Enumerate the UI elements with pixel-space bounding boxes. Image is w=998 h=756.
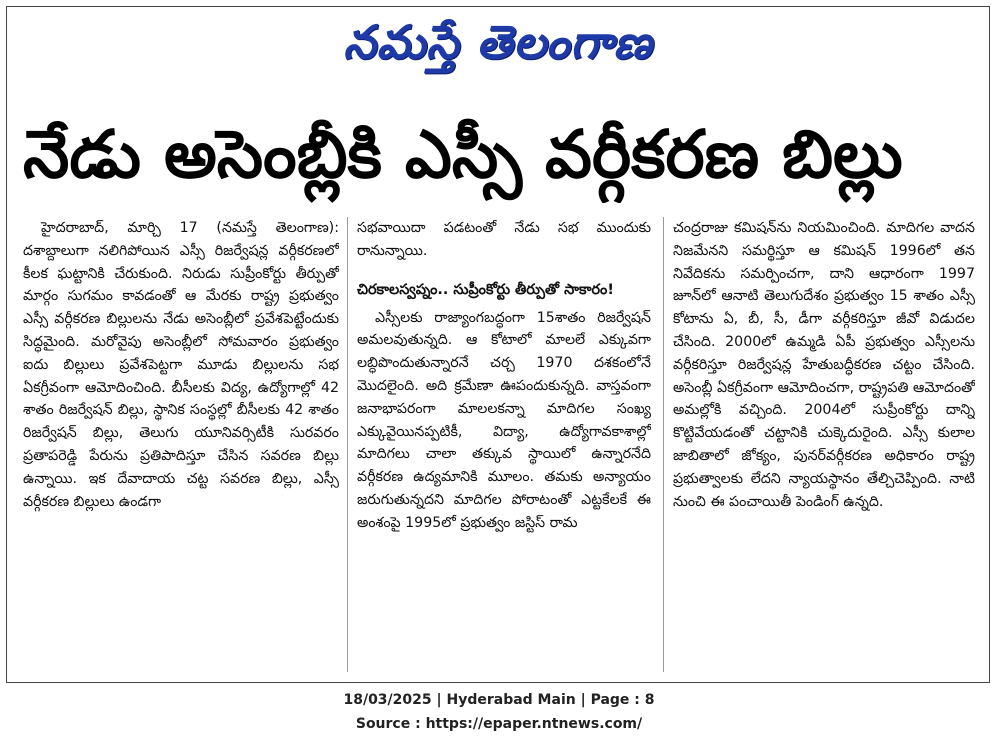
article-paragraph: ఎస్సీలకు రాజ్యాంగబద్ధంగా 15శాతం రిజర్వేషన్ అమలవుతున్నది. ఆ కోటాలో మాలలే ఎక్కువగా లబ్ధిపొందుతున్నారనే చర్చ 1970 దశకంలోనే మొదలైంది. అది క్రమేణా ఊపందుకున్నది. వాస్తవంగా జనాభాపరంగా మాలలకన్నా మాదిగల సంఖ్య ఎక్కువైయినప్పటికీ, విద్యా, ఉద్యోగావకాశాల్లో మాదిగలు చాలా తక్కువ స్థాయిలో ఉన్నారనేది వర్గీకరణ ఉద్యమానికి మూలం. తమకు అన్యాయం జరుగుతున్నదని మాదిగల పోరాటంతో ఎట్టకేలకే ఈ అంశంపై 1995లో ప్రభుత్వం జస్టిస్ రామ	[357, 309, 651, 531]
column-divider	[347, 217, 348, 672]
article-paragraph: చంద్రరాజు కమిషన్‌ను నియమించింది. మాదిగల వాదన నిజమేనని సమర్థిస్తూ ఆ కమిషన్ 1996లో తన నివేదికను సమర్పించగా, దాని ఆధారంగా 1997 జూన్‌లో ఆనాటి తెలుగుదేశం ప్రభుత్వం 15 శాతం ఎస్సీ కోటాను ఏ, బీ, సీ, డీగా వర్గీకరిస్తూ జీవో విడుదల చేసింది. 2000లో ఉమ్మడి ఏపీ ప్రభుత్వం ఎస్సీలను వర్గీకరిస్తూ రిజర్వేషన్ల హేతుబద్ధీకరణ చట్టం చేసింది. అసెంబ్లీ ఏకగ్రీవంగా ఆమోదించగా, రాష్ట్రపతి ఆమోదంతో అమల్లోకి వచ్చింది. 2004లో సుప్రీంకోర్టు దాన్ని కొట్టివేయడంతో చట్టానికి చుక్కెదురైంది. ఎస్సీ కులాల జాబితాలో జోక్యం, పునర్‌వర్గీకరణ అధికారం రాష్ట్ర ప్రభుత్వాలకు లేదని న్యాయస్థానం తేల్చిచెప్పింది. నాటి నుంచి ఈ పంచాయితీ పెండింగ్ ఉన్నది.	[673, 220, 975, 510]
footer-source-link[interactable]: Source : https://epaper.ntnews.com/	[355, 716, 643, 732]
clipping-footer	[0, 688, 998, 736]
article-paragraph: హైదరాబాద్, మార్చి 17 (నమస్తే తెలంగాణ): దశాబ్దాలుగా నలిగిపోయిన ఎస్సీ రిజర్వేషన్ల వర్గీకరణలో కీలక ఘట్టానికి చేరుకుంది. నిరుడు సుప్రీంకోర్టు తీర్పుతో మార్గం సుగమం కావడంతో ఆ మేరకు రాష్ట్ర ప్రభుత్వం ఎస్సీ వర్గీకరణ బిల్లులను నేడు అసెంబ్లీలో ప్రవేశపెట్టేందుకు సిద్ధమైంది. మరోవైపు అసెంబ్లీలో సోమవారం ప్రభుత్వం ఐదు బిల్లులు ప్రవేశపెట్టగా మూడు బిల్లులను సభ ఏకగ్రీవంగా ఆమోదించింది. బీసీలకు విద్య, ఉద్యోగాల్లో 42 శాతం రిజర్వేషన్ బిల్లు, స్థానిక సంస్థల్లో బీసీలకు 42 శాతం రిజర్వేషన్ బిల్లు, తెలుగు యూనివర్సిటీకి సురవరం ప్రతాపరెడ్డి పేరును ప్రతిపాదిస్తూ చేసిన సవరణ బిల్లు ఉన్నాయి. ఇక దేవాదాయ చట్ట సవరణ బిల్లు, ఎస్సీ వర్గీకరణ బిల్లులు ఉండగా	[23, 220, 339, 510]
article-columns	[23, 217, 975, 672]
newspaper-clipping	[6, 6, 990, 683]
article-paragraph: సభవాయిదా పడటంతో నేడు సభ ముందుకు రానున్నాయి.	[357, 220, 651, 259]
masthead-title: నమస్తే తెలంగాణ	[343, 15, 653, 69]
headline: నేడు అసెంబ్లీకి ఎస్సీ వర్గీకరణ బిల్లు	[23, 116, 903, 193]
article-column-1	[23, 217, 339, 672]
article-subheading: చిరకాలస్వప్నం.. సుప్రీంకోర్టు తీర్పుతో సాకారం!	[357, 281, 614, 298]
article-column-2	[357, 217, 651, 672]
masthead	[7, 9, 989, 75]
column-divider	[663, 217, 664, 672]
article-column-3	[673, 217, 975, 672]
footer-date-edition: 18/03/2025 | Hyderabad Main | Page : 8	[343, 692, 655, 708]
